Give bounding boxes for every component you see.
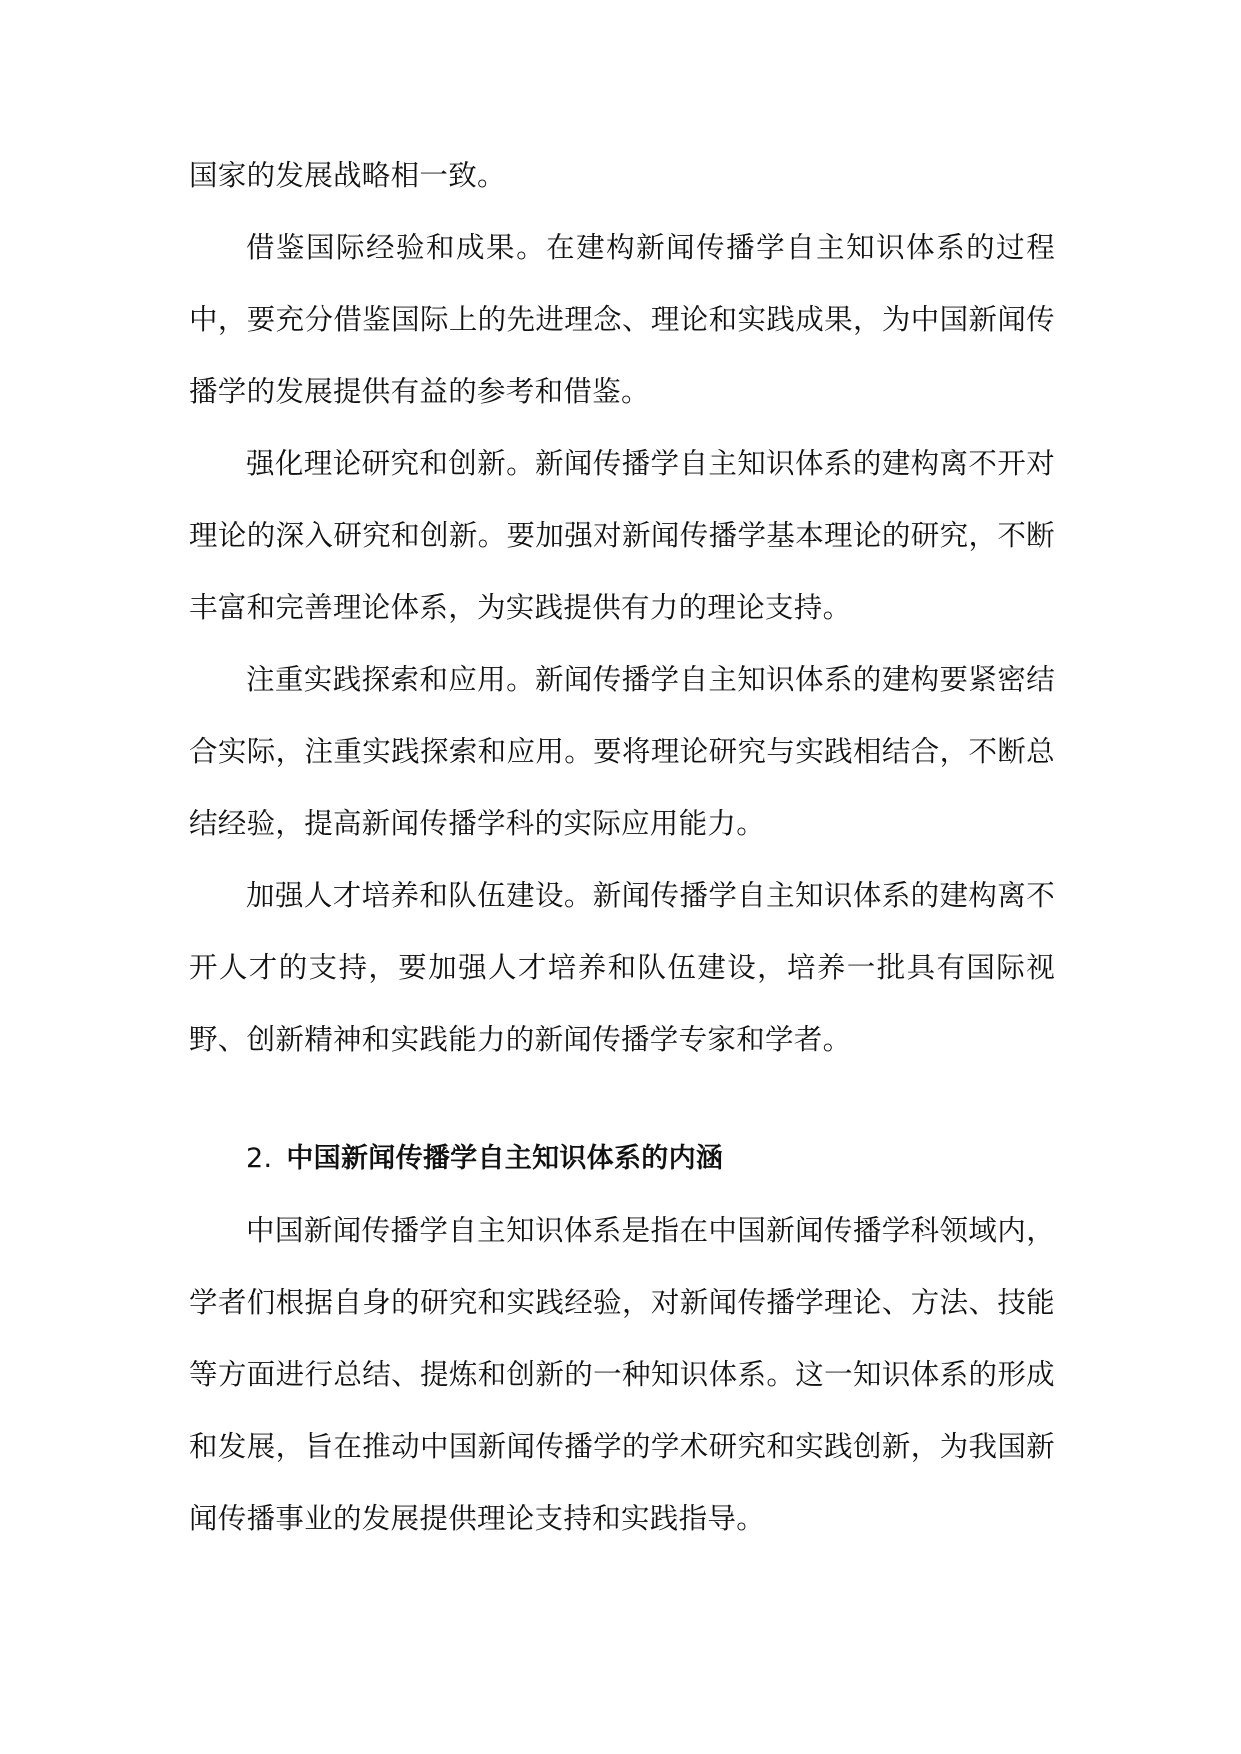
section-heading [189, 1123, 1055, 1195]
paragraph-talent-cultivation: 加强人才培养和队伍建设。新闻传播学自主知识体系的建构离不开人才的支持，要加强人才培养和队伍建设，培养一批具有国际视野、创新精神和实践能力的新闻传播学专家和学者。 [189, 879, 1055, 1056]
document-body [189, 140, 1055, 1555]
paragraph-international-experience: 借鉴国际经验和成果。在建构新闻传播学自主知识体系的过程中，要充分借鉴国际上的先进理念、理论和实践成果，为中国新闻传播学的发展提供有益的参考和借鉴。 [189, 231, 1055, 408]
paragraph-continuation: 国家的发展战略相一致。 [189, 159, 506, 192]
paragraph-practice-application: 注重实践探索和应用。新闻传播学自主知识体系的建构要紧密结合实际，注重实践探索和应用。要将理论研究与实践相结合，不断总结经验，提高新闻传播学科的实际应用能力。 [189, 663, 1055, 840]
paragraph-definition: 中国新闻传播学自主知识体系是指在中国新闻传播学科领域内，学者们根据自身的研究和实践经验，对新闻传播学理论、方法、技能等方面进行总结、提炼和创新的一种知识体系。这一知识体系的形成和发展，旨在推动中国新闻传播学的学术研究和实践创新，为我国新闻传播事业的发展提供理论支持和实践指导。 [189, 1214, 1055, 1535]
section-title: 中国新闻传播学自主知识体系的内涵 [286, 1143, 724, 1174]
paragraph-theory-research: 强化理论研究和创新。新闻传播学自主知识体系的建构离不开对理论的深入研究和创新。要加强对新闻传播学基本理论的研究，不断丰富和完善理论体系，为实践提供有力的理论支持。 [189, 447, 1055, 624]
section-number: 2. [246, 1143, 273, 1174]
